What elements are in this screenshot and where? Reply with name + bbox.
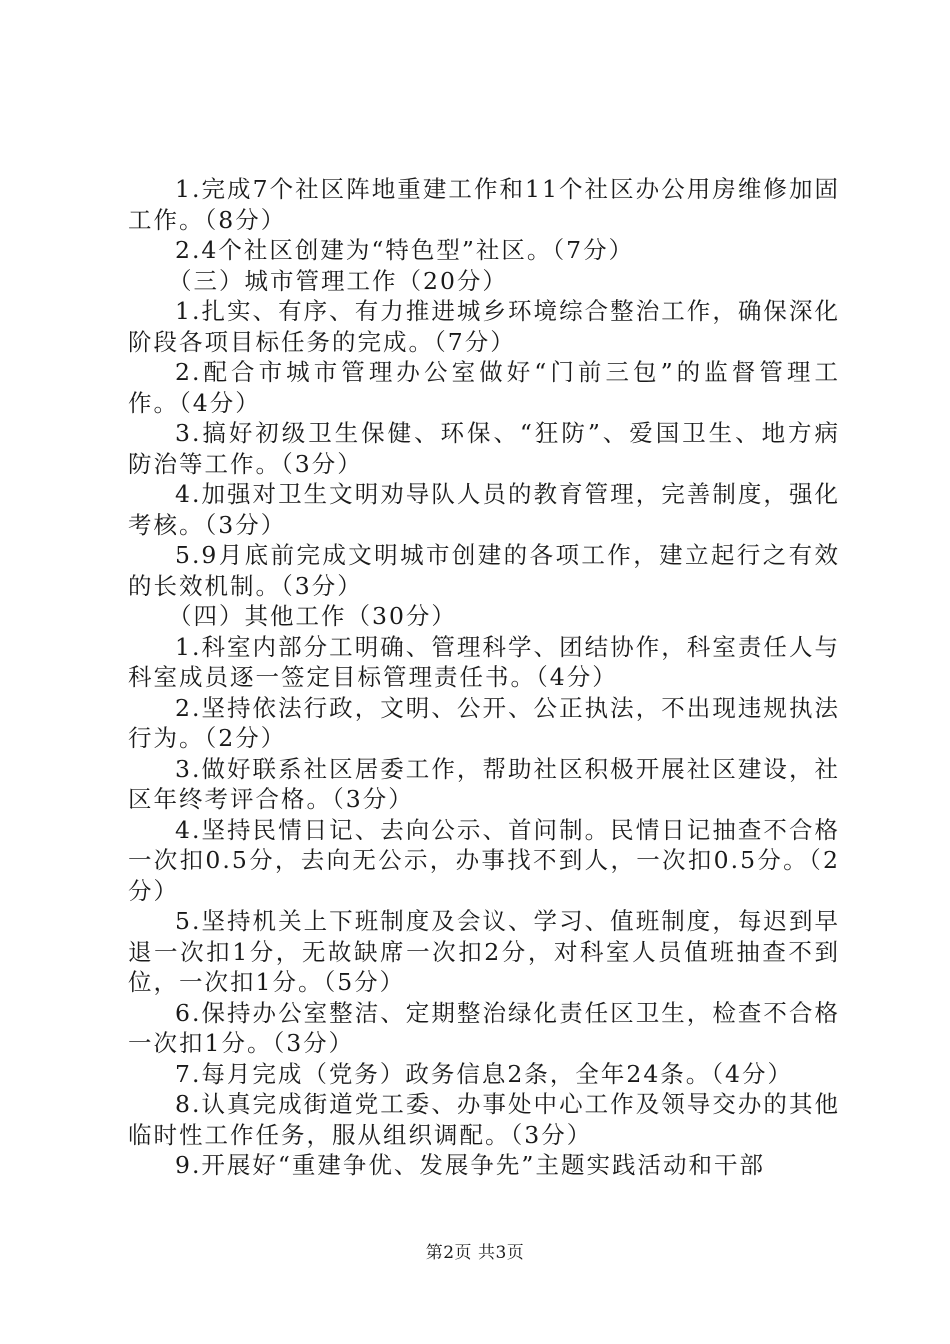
document-body (128, 174, 840, 1181)
paragraph-item: 5.9月底前完成文明城市创建的各项工作，建立起行之有效的长效机制。（3分） (128, 541, 840, 600)
paragraph-item: 6.保持办公室整洁、定期整治绿化责任区卫生，检查不合格一次扣1分。（3分） (128, 998, 840, 1057)
paragraph-item: 5.坚持机关上下班制度及会议、学习、值班制度，每迟到早退一次扣1分，无故缺席一次扣2分，对科室人员值班抽查不到位，一次扣1分。（5分） (128, 907, 840, 996)
section-heading: （四）其他工作（30分） (168, 602, 457, 630)
paragraph-item: 2.坚持依法行政，文明、公开、公正执法，不出现违规执法行为。（2分） (128, 693, 840, 752)
paragraph-item: 4.坚持民情日记、去向公示、首问制。民情日记抽查不合格一次扣0.5分，去向无公示，办事找不到人，一次扣0.5分。（2分） (128, 815, 840, 905)
paragraph-item: 2.4个社区创建为“特色型”社区。（7分） (175, 236, 635, 264)
paragraph-item: 2.配合市城市管理办公室做好“门前三包”的监督管理工作。（4分） (128, 358, 840, 417)
paragraph-item: 7.每月完成（党务）政务信息2条，全年24条。（4分） (175, 1059, 793, 1088)
section-heading: （三）城市管理工作（20分） (168, 266, 508, 295)
paragraph-item: 1.科室内部分工明确、管理科学、团结协作，科室责任人与科室成员逐一签定目标管理责任书。（4分） (128, 632, 840, 691)
paragraph-item: 3.搞好初级卫生保健、环保、“狂防”、爱国卫生、地方病防治等工作。（3分） (128, 419, 840, 478)
paragraph-item: 9.开展好“重建争优、发展争先”主题实践活动和干部 (175, 1151, 765, 1179)
paragraph-item: 8.认真完成街道党工委、办事处中心工作及领导交办的其他临时性工作任务，服从组织调配。（3分） (128, 1090, 840, 1149)
page-footer: 第2页 共3页 (425, 1243, 525, 1263)
paragraph-item: 4.加强对卫生文明劝导队人员的教育管理，完善制度，强化考核。（3分） (128, 480, 840, 539)
paragraph-item: 1.完成7个社区阵地重建工作和11个社区办公用房维修加固工作。（8分） (128, 175, 840, 234)
paragraph-item: 1.扎实、有序、有力推进城乡环境综合整治工作，确保深化阶段各项目标任务的完成。（7分） (128, 297, 840, 356)
paragraph-item: 3.做好联系社区居委工作，帮助社区积极开展社区建设，社区年终考评合格。（3分） (128, 754, 840, 813)
